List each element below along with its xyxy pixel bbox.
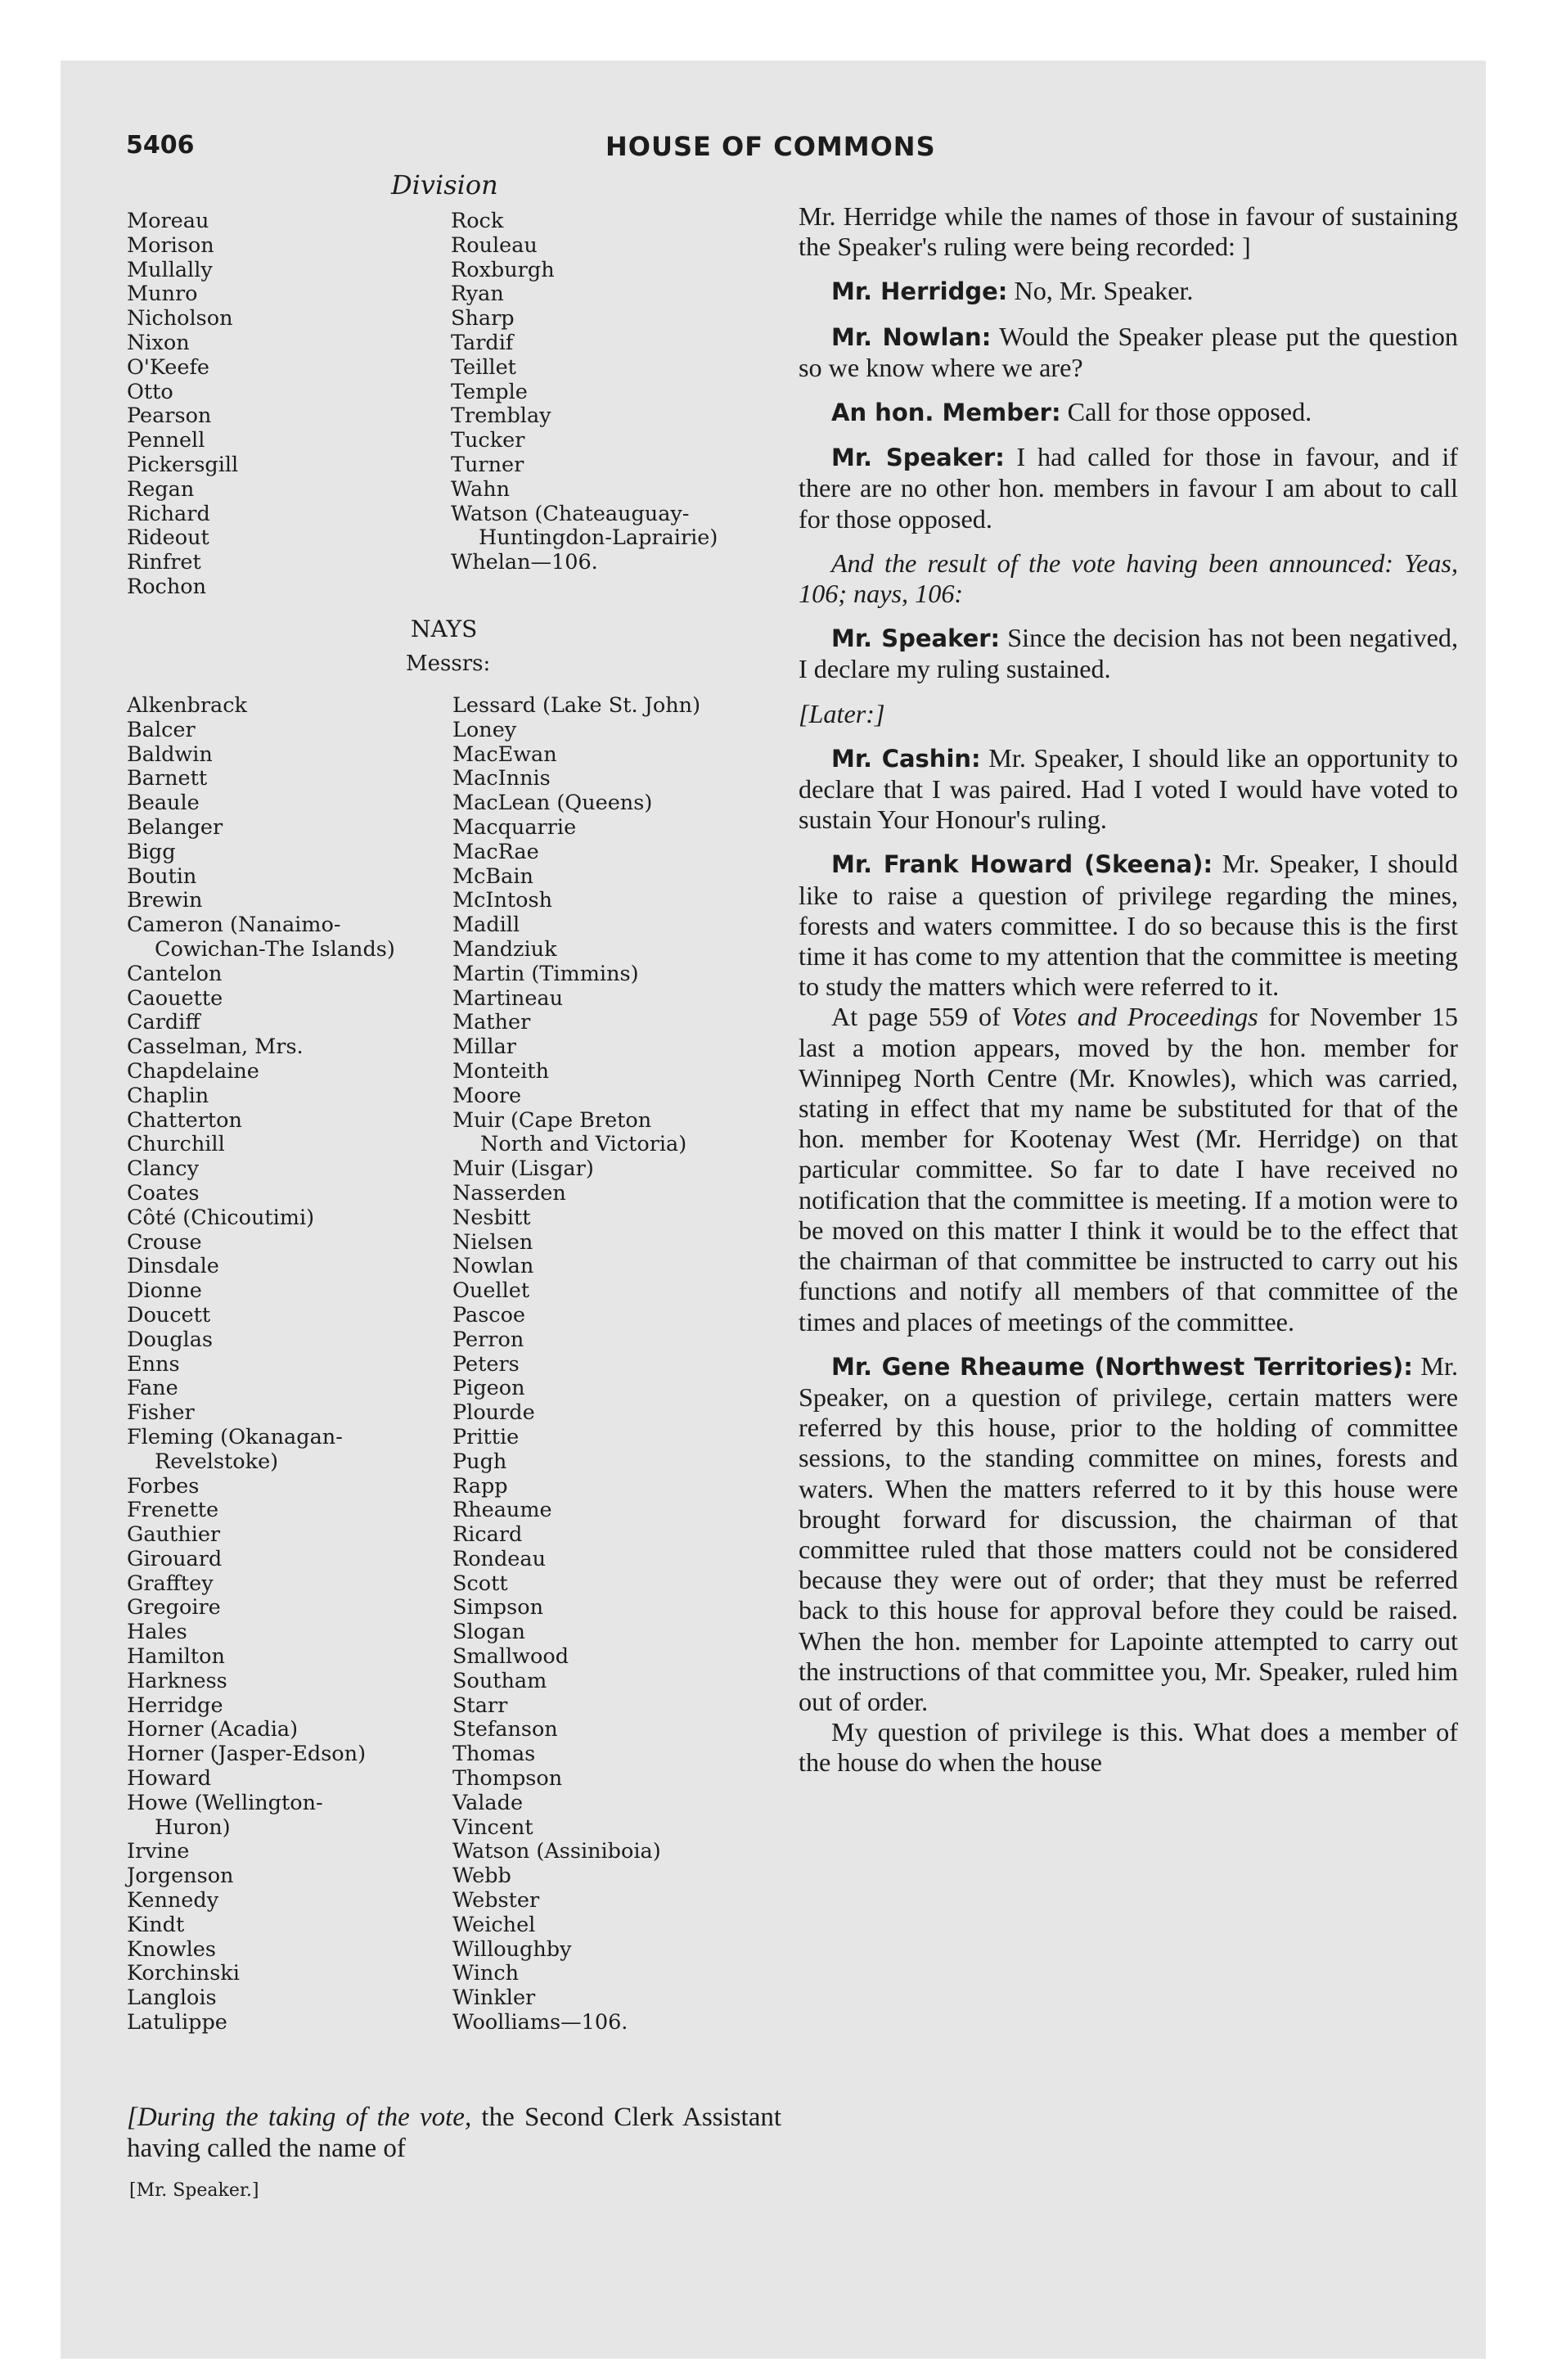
member-name: Woolliams—106. xyxy=(452,2010,628,2035)
member-name: Barnett xyxy=(127,766,208,791)
member-name: Southam xyxy=(452,1668,547,1693)
member-name: Cameron (Nanaimo- xyxy=(127,913,341,938)
member-name: Fisher xyxy=(127,1400,195,1426)
member-name: Gregoire xyxy=(127,1595,221,1620)
paragraph xyxy=(799,1002,1458,1336)
member-name: Plourde xyxy=(452,1400,535,1426)
member-name: Kennedy xyxy=(127,1888,219,1913)
page-header xyxy=(126,131,1460,169)
speech-text: Mr. Speaker, I should like an opportunity to declare that I was paired. Had I voted I would have voted to sustain Your Honour's ruling. xyxy=(799,742,1458,835)
member-name: Douglas xyxy=(127,1327,213,1352)
member-name: Cantelon xyxy=(127,961,223,986)
member-name: Langlois xyxy=(127,1986,217,2011)
division-heading: Division xyxy=(391,169,498,201)
member-name: Nowlan xyxy=(452,1254,534,1279)
member-name: Nielsen xyxy=(452,1229,533,1255)
member-name: Belanger xyxy=(127,814,223,840)
member-name: Weichel xyxy=(452,1912,536,1937)
member-name: Munro xyxy=(127,282,198,307)
member-name: Ryan xyxy=(451,282,504,307)
member-name: Girouard xyxy=(127,1546,223,1571)
member-name: Pigeon xyxy=(452,1376,525,1401)
yeas-column-2 xyxy=(451,210,718,575)
member-name: Peters xyxy=(452,1351,520,1377)
member-name: Brewin xyxy=(127,888,203,913)
member-name: Latulippe xyxy=(127,2010,227,2035)
member-name: Moreau xyxy=(127,209,209,233)
speech-text: for November 15 last a motion appears, moved by the hon. member for Winnipeg North Centre (Mr. Knowles), which was carried, stating in effect that my name be substituted for that of the hon. member for Kootenay West (Mr. Herridge) on that particular committee. So far to date I have received no notification that the committee is meeting. If a motion were to be moved on this matter I think it would be to the effect that the chairman of that committee be instructed to carry out his functions and notify all members of that committee of the times and places of meetings of the committee. xyxy=(799,1002,1458,1336)
member-name: Mandziuk xyxy=(452,936,557,962)
member-name: Slogan xyxy=(452,1620,525,1645)
member-name: Millar xyxy=(452,1034,516,1060)
speaker-name: Mr. Frank Howard (Skeena): xyxy=(831,850,1213,879)
member-name: Pascoe xyxy=(452,1302,526,1327)
member-name: Fleming (Okanagan- xyxy=(127,1424,343,1449)
member-name: Starr xyxy=(452,1693,508,1718)
member-name: Nesbitt xyxy=(452,1205,531,1230)
member-name: Doucett xyxy=(127,1302,211,1327)
speech-text: Would the Speaker please put the question so we know where we are? xyxy=(799,321,1458,382)
member-name: Rondeau xyxy=(452,1546,547,1571)
member-name: Chapdelaine xyxy=(127,1058,259,1084)
member-name: Prittie xyxy=(452,1424,520,1449)
member-name: Hamilton xyxy=(127,1644,225,1670)
page-number: 5406 xyxy=(126,131,195,160)
member-name: Bigg xyxy=(127,839,176,864)
member-name: Monteith xyxy=(452,1058,550,1084)
paragraph xyxy=(799,397,1458,428)
paragraph xyxy=(799,743,1458,836)
member-name: MacEwan xyxy=(452,741,557,767)
member-name: Martin (Timmins) xyxy=(452,961,639,986)
member-name: Rapp xyxy=(452,1473,508,1499)
member-name: McBain xyxy=(452,863,533,889)
member-name: Willoughby xyxy=(452,1936,572,1962)
member-name: McIntosh xyxy=(452,888,552,913)
paragraph: My question of privilege is this. What does a member of the house do when the house xyxy=(799,1717,1458,1778)
member-name: Howe (Wellington- xyxy=(127,1790,323,1815)
member-name: Temple xyxy=(451,379,528,404)
member-name: Muir (Cape Breton xyxy=(452,1107,652,1133)
member-name: Alkenbrack xyxy=(127,693,247,718)
debate-column xyxy=(799,201,1458,1778)
member-name: Rheaume xyxy=(452,1498,552,1523)
member-name: Baldwin xyxy=(127,741,213,767)
paragraph xyxy=(799,276,1458,307)
speech-text: Mr. Speaker, I should like to raise a question of privilege regarding the mines, forests and waters committee. I do so because this is the first time it has come to my attention that the committee is meeting to study the matters which were referred to it. xyxy=(799,849,1458,1002)
member-name: Cowichan-The Islands) xyxy=(155,936,395,962)
member-name: Horner (Acadia) xyxy=(127,1717,299,1742)
member-name: Jorgenson xyxy=(127,1864,234,1889)
vote-result: And the result of the vote having been announced: Yeas, 106; nays, 106: xyxy=(799,548,1458,609)
member-name: Thompson xyxy=(452,1766,563,1792)
member-name: Tardif xyxy=(451,330,514,355)
member-name: Loney xyxy=(452,717,517,742)
member-name: Lessard (Lake St. John) xyxy=(452,693,701,718)
member-name: Rouleau xyxy=(451,232,538,258)
nays-column-1 xyxy=(127,694,395,2035)
member-name: Rochon xyxy=(127,574,207,599)
later-marker: [Later:] xyxy=(799,698,885,728)
member-name: Martineau xyxy=(452,985,564,1011)
member-name: Macquarrie xyxy=(452,814,577,840)
member-name: Otto xyxy=(127,379,173,404)
member-name: Fane xyxy=(127,1376,178,1401)
page-footer: [Mr. Speaker.] xyxy=(129,2180,259,2201)
member-name: Rock xyxy=(451,209,504,233)
paragraph: Mr. Herridge while the names of those in favour of sustaining the Speaker's ruling were being recorded: ] xyxy=(799,201,1458,262)
member-name: Nicholson xyxy=(127,306,233,331)
member-name: Kindt xyxy=(127,1912,185,1937)
member-name: Balcer xyxy=(127,717,196,742)
page-title: HOUSE OF COMMONS xyxy=(605,131,936,162)
nays-column-2 xyxy=(452,694,700,2035)
member-name: Wahn xyxy=(451,476,511,502)
vote-note xyxy=(127,2102,781,2164)
speech-text: I had called for those in favour, and if there are no other hon. members in favour I am about to call for those opposed. xyxy=(799,442,1458,534)
member-name: Casselman, Mrs. xyxy=(127,1034,304,1060)
member-name: Turner xyxy=(451,452,524,477)
member-name: Nasserden xyxy=(452,1180,566,1206)
member-name: Stefanson xyxy=(452,1717,558,1742)
paragraph xyxy=(799,849,1458,1002)
messrs-label: Messrs: xyxy=(406,651,491,676)
member-name: Mullally xyxy=(127,257,213,282)
speaker-name: Mr. Herridge: xyxy=(831,277,1008,306)
member-name: North and Victoria) xyxy=(480,1132,687,1157)
member-name: Huron) xyxy=(155,1814,231,1840)
speaker-name: Mr. Gene Rheaume (Northwest Territories): xyxy=(831,1352,1413,1381)
paragraph xyxy=(799,442,1458,534)
member-name: Coates xyxy=(127,1180,200,1206)
member-name: Valade xyxy=(452,1790,524,1815)
member-name: Pugh xyxy=(452,1449,507,1474)
member-name: Enns xyxy=(127,1351,180,1377)
member-name: Côté (Chicoutimi) xyxy=(127,1205,315,1230)
paragraph xyxy=(799,322,1458,383)
member-name: Rideout xyxy=(127,525,209,551)
speech-italic: Votes and Proceedings xyxy=(1010,1002,1258,1032)
member-name: Winch xyxy=(452,1961,520,1986)
member-name: MacLean (Queens) xyxy=(452,791,653,816)
member-name: Watson (Assiniboia) xyxy=(452,1839,661,1864)
member-name: Watson (Chateauguay- xyxy=(451,501,690,526)
member-name: Webster xyxy=(452,1888,540,1913)
member-name: Madill xyxy=(452,913,520,938)
member-name: MacRae xyxy=(452,839,539,864)
member-name: Richard xyxy=(127,501,210,526)
speaker-name: Mr. Cashin: xyxy=(831,744,981,773)
member-name: Gauthier xyxy=(127,1522,221,1548)
member-name: O'Keefe xyxy=(127,354,209,380)
member-name: Herridge xyxy=(127,1693,223,1718)
member-name: Knowles xyxy=(127,1936,216,1962)
speech-text: No, Mr. Speaker. xyxy=(1007,276,1194,306)
speaker-name: Mr. Speaker: xyxy=(831,444,1005,472)
member-name: Chatterton xyxy=(127,1107,242,1133)
member-name: Whelan—106. xyxy=(451,550,598,575)
member-name: Clancy xyxy=(127,1156,199,1182)
member-name: Cardiff xyxy=(127,1010,200,1035)
vote-note-italic: [During the taking of the vote, xyxy=(127,2103,472,2132)
vote-note-text: the Second Clerk Assistant having called the name of xyxy=(127,2103,782,2163)
member-name: Dinsdale xyxy=(127,1254,219,1279)
speaker-name: Mr. Speaker: xyxy=(831,624,1001,653)
member-name: Irvine xyxy=(127,1839,190,1864)
member-name: Moore xyxy=(452,1083,522,1108)
member-name: Webb xyxy=(452,1864,511,1889)
member-name: Thomas xyxy=(452,1742,536,1767)
speaker-name: An hon. Member: xyxy=(831,399,1061,427)
member-name: Scott xyxy=(452,1571,508,1596)
member-name: Winkler xyxy=(452,1986,536,2011)
member-name: Tucker xyxy=(451,428,525,453)
member-name: Forbes xyxy=(127,1473,200,1499)
member-name: Tremblay xyxy=(451,403,551,429)
member-name: Rinfret xyxy=(127,550,201,575)
member-name: Frenette xyxy=(127,1498,219,1523)
member-name: Crouse xyxy=(127,1229,202,1255)
member-name: Roxburgh xyxy=(451,257,555,282)
member-name: Dionne xyxy=(127,1278,202,1304)
member-name: Smallwood xyxy=(452,1644,569,1670)
member-name: Nixon xyxy=(127,330,190,355)
nays-heading: NAYS xyxy=(411,615,478,642)
member-name: Chaplin xyxy=(127,1083,209,1108)
member-name: Huntingdon-Laprairie) xyxy=(479,525,718,551)
member-name: Pickersgill xyxy=(127,452,239,477)
speech-text: Since the decision has not been negatived, I declare my ruling sustained. xyxy=(799,623,1458,684)
member-name: Churchill xyxy=(127,1132,225,1157)
member-name: Caouette xyxy=(127,985,223,1011)
speech-text: At page 559 of xyxy=(831,1002,1011,1032)
member-name: Harkness xyxy=(127,1668,227,1693)
speaker-name: Mr. Nowlan: xyxy=(831,322,992,351)
member-name: Ricard xyxy=(452,1522,523,1548)
member-name: Ouellet xyxy=(452,1278,530,1304)
member-name: Simpson xyxy=(452,1595,543,1620)
member-name: Sharp xyxy=(451,306,515,331)
member-name: Hales xyxy=(127,1620,187,1645)
member-name: Howard xyxy=(127,1766,212,1792)
speech-text: Call for those opposed. xyxy=(1060,397,1312,427)
member-name: Regan xyxy=(127,476,195,502)
member-name: Horner (Jasper-Edson) xyxy=(127,1742,367,1767)
paragraph xyxy=(799,623,1458,684)
speech-text: Mr. Speaker, on a question of privilege, certain matters were referred by this house, prior to the holding of committee sessions, to the standing committee on mines, forests and waters. When the matters referred to it by this house were brought forward for discussion, the chairman of that committee ruled that those matters could not be considered because they were out of order; that they must be referred back to this house for approval before they could be raised. When the hon. member for Lapointe attempted to carry out the instructions of that committee you, Mr. Speaker, ruled him out of order. xyxy=(799,1350,1458,1716)
yeas-column-1 xyxy=(127,210,238,600)
member-name: Vincent xyxy=(452,1814,533,1840)
member-name: Teillet xyxy=(451,354,516,380)
member-name: Beaule xyxy=(127,791,200,816)
member-name: Pennell xyxy=(127,428,205,453)
member-name: Muir (Lisgar) xyxy=(452,1156,594,1182)
member-name: Korchinski xyxy=(127,1961,240,1986)
member-name: Pearson xyxy=(127,403,212,429)
member-name: Perron xyxy=(452,1327,524,1352)
paragraph xyxy=(799,1351,1458,1717)
member-name: Revelstoke) xyxy=(155,1449,279,1474)
member-name: MacInnis xyxy=(452,766,551,791)
member-name: Mather xyxy=(452,1010,531,1035)
member-name: Morison xyxy=(127,232,214,258)
member-name: Boutin xyxy=(127,863,197,889)
member-name: Grafftey xyxy=(127,1571,214,1596)
